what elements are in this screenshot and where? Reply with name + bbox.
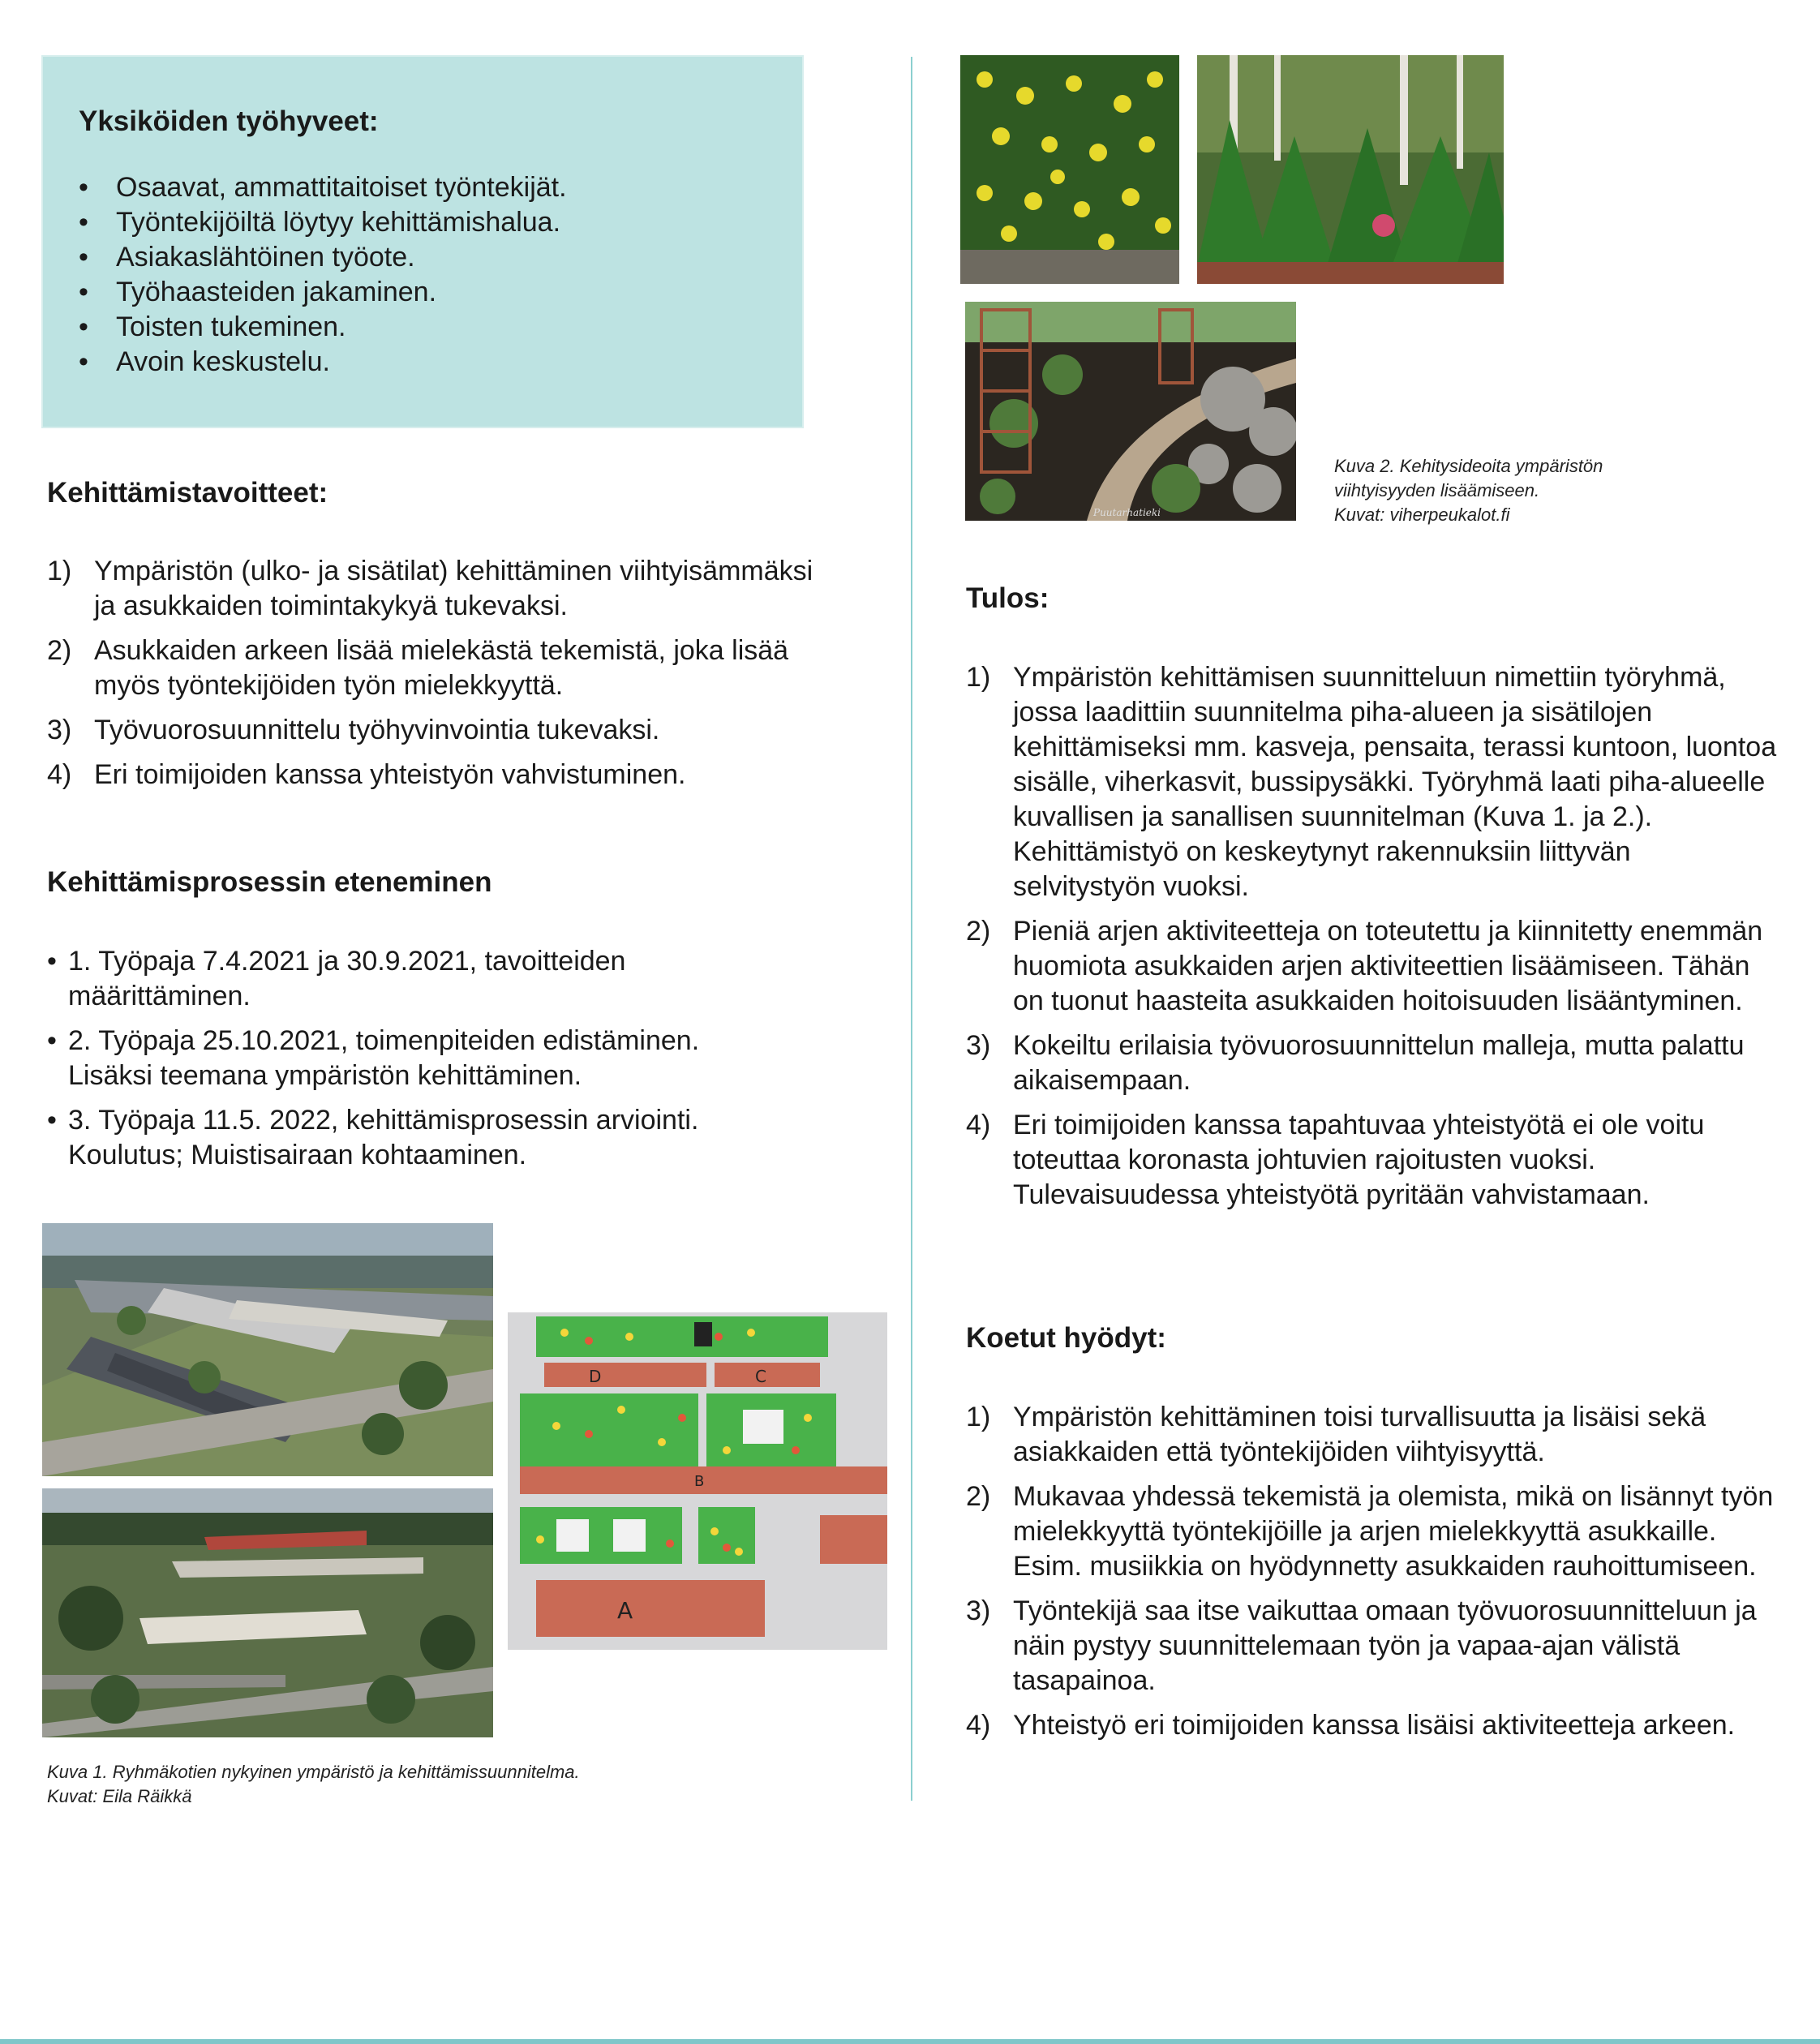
goals-list: [47, 554, 826, 802]
list-item: • Osaavat, ammattitaitoiset työntekijät.: [79, 170, 567, 205]
list-item: 3) Kokeiltu erilaisia työvuorosuunnittelun malleja, mutta palattu aikaisempaan.: [966, 1030, 1745, 1096]
work-virtues-box: [41, 55, 804, 428]
plan-label-d: D: [589, 1367, 602, 1386]
list-item: 2) Pieniä arjen aktiviteetteja on toteutettu ja kiinnitetty enemmän huomiota asukkaiden arjen aktiviteettien lisäämiseen. Tähän on tuonut haasteita asukkaiden hoitoisuuden lisääntyminen.: [966, 916, 1763, 1016]
list-item: 4) Yhteistyö eri toimijoiden kanssa lisäisi aktiviteetteja arkeen.: [966, 1710, 1736, 1741]
list-item: 1) Ympäristön kehittäminen toisi turvallisuutta ja lisäisi sekä asiakkaiden että työntekijöiden viihtyisyyttä.: [966, 1402, 1706, 1467]
list-item: 1) Ympäristön (ulko- ja sisätilat) kehittäminen viihtyisämmäksi ja asukkaiden toimintakykyä tukevaksi.: [47, 556, 813, 621]
yard-plan-drawing: [508, 1312, 887, 1650]
list-item: 4) Eri toimijoiden kanssa yhteistyön vahvistuminen.: [47, 759, 686, 790]
bottom-accent-line: [0, 2039, 1820, 2044]
work-virtues-list: [79, 170, 567, 380]
figure1-caption: Kuva 1. Ryhmäkotien nykyinen ympäristö ja kehittämissuunnitelma. Kuvat: Eila Räikkä: [47, 1762, 580, 1806]
list-item: 4) Eri toimijoiden kanssa tapahtuvaa yhteistyötä ei ole voitu toteuttaa koronasta johtuvien rajoitusten vuoksi. Tulevaisuudessa yhteistyötä pyritään vahvistamaan.: [966, 1110, 1705, 1210]
aerial-photo-1: [42, 1223, 493, 1476]
work-virtues-title: Yksiköiden työhyveet:: [79, 105, 379, 137]
list-item: 1) Ympäristön kehittämisen suunnitteluun nimettiin työryhmä, jossa laadittiin suunnitelma piha-alueen ja sisätilojen kehittämiseksi mm. kasveja, pensaita, terassi kuntoon, luontoa sisälle, viherkasvit, bussipysäkki. Työryhmä laati piha-alueelle kuvallisen ja sanallisen suunnitelman (Kuva 1. ja 2.). Kehittämistyö on keskeytynyt rakennuksiin liittyvän selvitystyön vuoksi.: [966, 662, 1777, 902]
result-list: [966, 660, 1777, 1222]
list-item: 3) Työvuorosuunnittelu työhyvinvointia tukevaksi.: [47, 715, 660, 745]
list-item: 3) Työntekijä saa itse vaikuttaa omaan työvuorosuunnitteluun ja näin pystyy suunnittelemaan työn ja vapaa-ajan välistä tasapainoa.: [966, 1595, 1757, 1696]
garden-path-photo: [965, 302, 1296, 521]
goals-title: Kehittämistavoitteet:: [47, 477, 328, 509]
plan-label-c: C: [755, 1367, 766, 1386]
process-title: Kehittämisprosessin eteneminen: [47, 866, 492, 898]
column-divider: [911, 57, 912, 1801]
list-item: 2) Mukavaa yhdessä tekemistä ja olemista, mikä on lisännyt työn mielekkyyttä työntekijöille ja arjen mielekkyyttä asukkaille. Esim. musiikkia on hyödynnetty asukkaiden rauhoittumiseen.: [966, 1481, 1774, 1582]
figure2-caption: Kuva 2. Kehitysideoita ympäristön viihtyisyyden lisäämiseen. Kuvat: viherpeukalot.fi: [1334, 456, 1603, 525]
list-item: • 2. Työpaja 25.10.2021, toimenpiteiden edistäminen. Lisäksi teemana ympäristön kehittäminen.: [47, 1024, 761, 1093]
list-item: • Asiakaslähtöinen työote.: [79, 240, 567, 275]
list-item: • Työhaasteiden jakaminen.: [79, 275, 567, 310]
benefits-title: Koetut hyödyt:: [966, 1322, 1166, 1354]
plan-label-b: B: [694, 1473, 705, 1490]
list-item: • 1. Työpaja 7.4.2021 ja 30.9.2021, tavoitteiden määrittäminen.: [47, 944, 761, 1014]
plan-label-a: A: [617, 1597, 633, 1624]
result-title: Tulos:: [966, 582, 1050, 614]
list-item: • Avoin keskustelu.: [79, 345, 567, 380]
aerial-photo-2: [42, 1488, 493, 1737]
list-item: • Työntekijöiltä löytyy kehittämishalua.: [79, 205, 567, 240]
photo-watermark: Puutarhatieki: [1093, 507, 1161, 518]
flowers-photo: [960, 55, 1179, 284]
list-item: • 3. Työpaja 11.5. 2022, kehittämisprosessin arviointi. Koulutus; Muistisairaan kohtaaminen.: [47, 1103, 761, 1173]
conifers-photo: [1197, 55, 1504, 284]
list-item: • Toisten tukeminen.: [79, 310, 567, 345]
benefits-list: [966, 1400, 1777, 1753]
list-item: 2) Asukkaiden arkeen lisää mielekästä tekemistä, joka lisää myös työntekijöiden työn mielekkyyttä.: [47, 635, 789, 701]
process-list: [47, 944, 761, 1183]
